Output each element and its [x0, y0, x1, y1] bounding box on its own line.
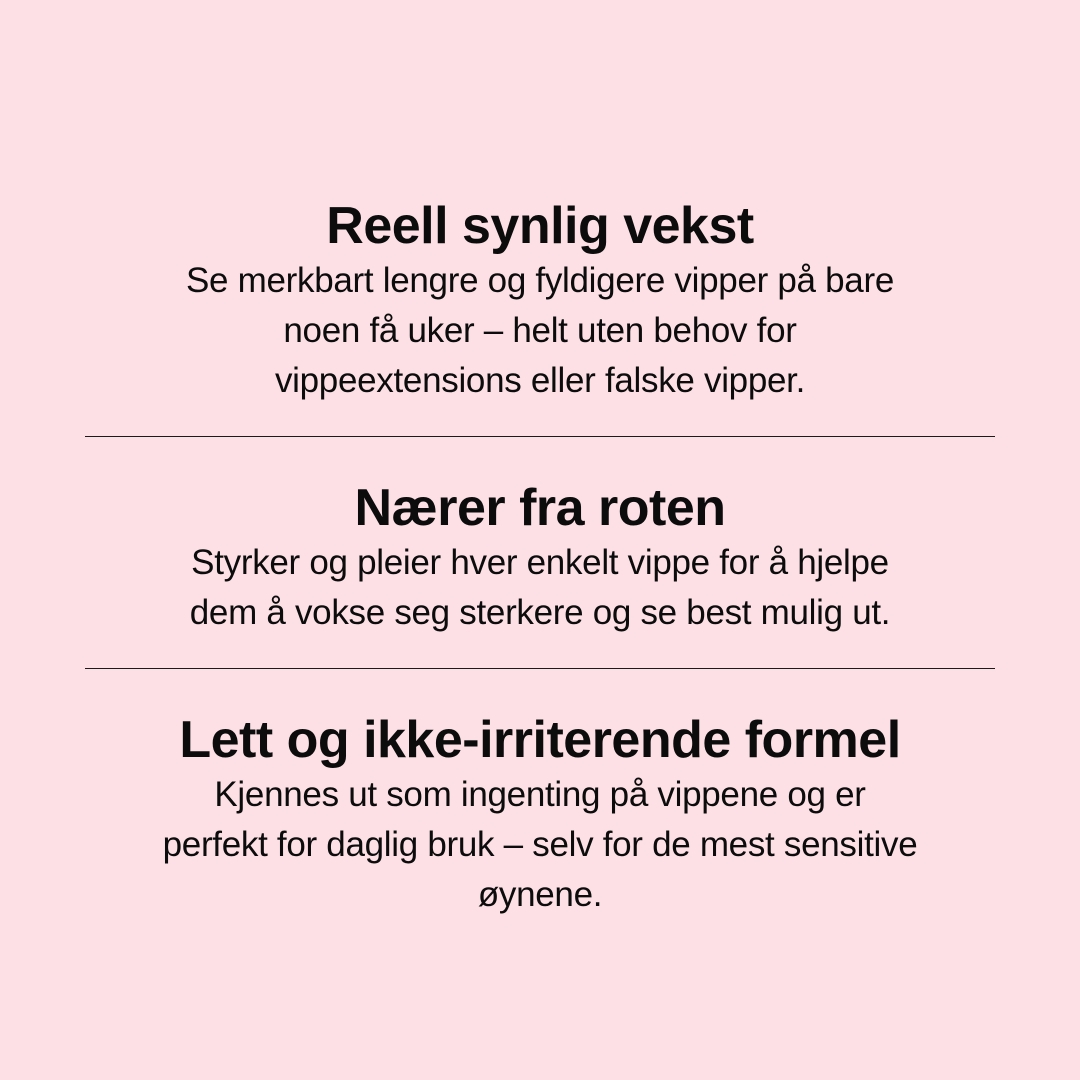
feature-heading: Lett og ikke-irriterende formel	[179, 711, 901, 769]
feature-text-line: vippeextensions eller falske vipper.	[274, 361, 806, 400]
feature-text-line: Se merkbart lengre og fyldigere vipper på bare	[186, 261, 894, 300]
feature-section-formula	[40, 710, 1040, 920]
feature-text-line: Kjennes ut som ingenting på vippene og er	[214, 775, 866, 814]
feature-text-line: perfekt for daglig bruk – selv for de mest sensitive	[162, 825, 918, 864]
feature-text-line: noen få uker – helt uten behov for	[283, 311, 797, 350]
feature-section-nourish	[40, 478, 1040, 638]
section-divider	[85, 668, 995, 669]
feature-heading: Reell synlig vekst	[326, 197, 754, 255]
feature-text-line: dem å vokse seg sterkere og se best mulig ut.	[189, 593, 891, 632]
feature-section-growth	[40, 196, 1040, 406]
section-divider	[85, 436, 995, 437]
feature-text-line: Styrker og pleier hver enkelt vippe for å hjelpe	[191, 543, 889, 582]
feature-heading: Nærer fra roten	[354, 479, 726, 537]
feature-text-line: øynene.	[477, 875, 603, 914]
